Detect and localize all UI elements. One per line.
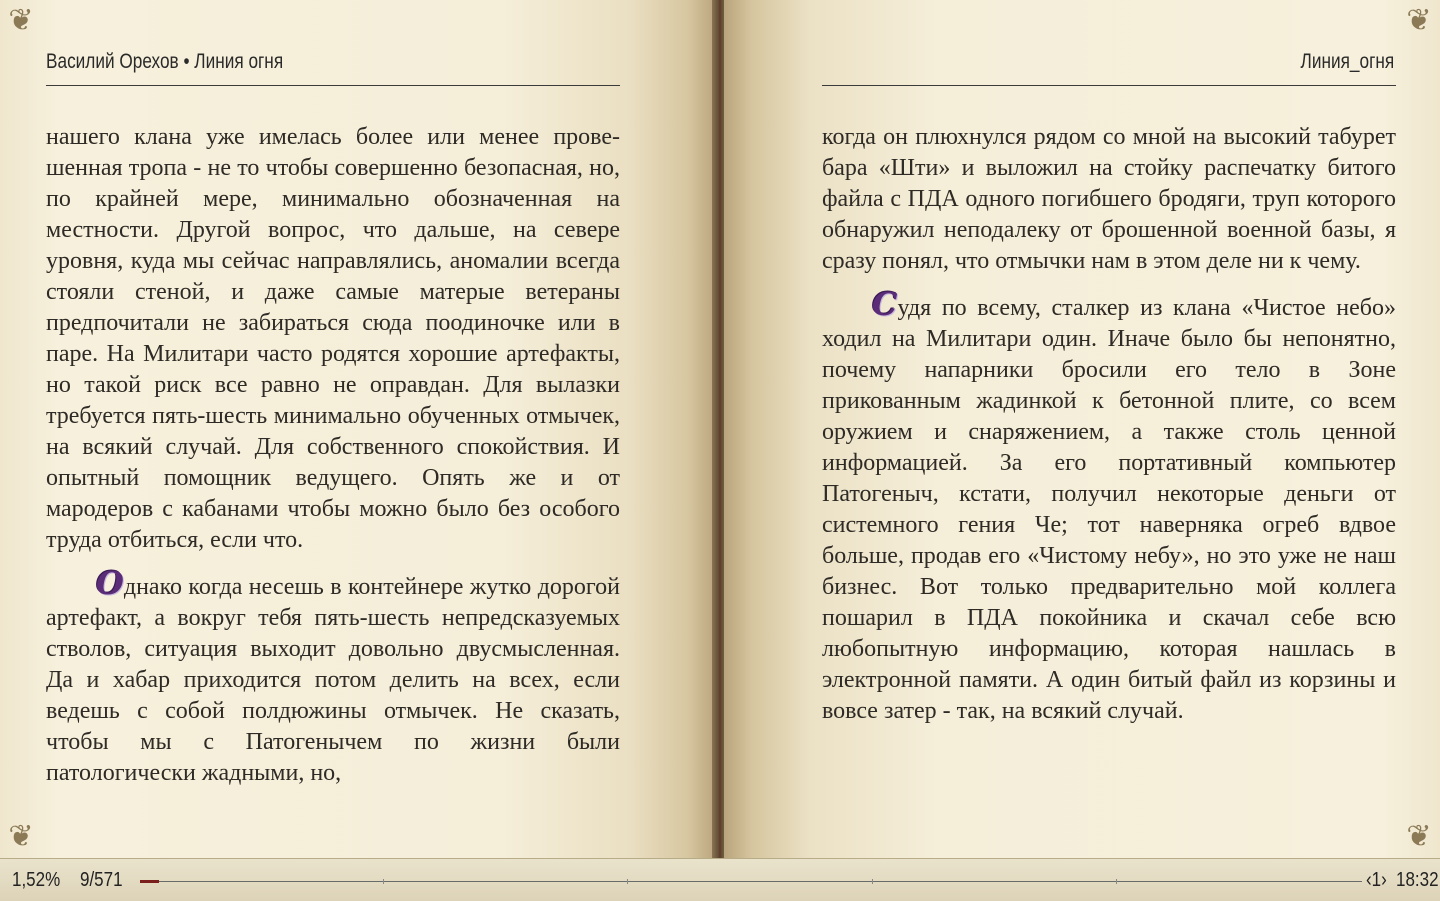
header-rule (46, 85, 620, 86)
paragraph: нашего клана уже имелась более или менее провешенная тропа - не то чтобы совершенно безопасная, но, по крайней мере, минимально обозначенная на местности. Другой вопрос, что дальше, на севере уровня, куда мы сейчас направлялись, аномалии всегда стояли стеной, и даже самые матерые ветераны предпочитали не забираться сюда поодиночке или в паре. На Милитари часто родятся хорошие артефакты, но такой риск все равно не оправдан. Для вылазки требуется пять-шесть минимально обученных отмычек, на всякий случай. Для собственного спокойствия. И опытный помощник ведущего. Опять же и от мародеров с кабанами чтобы можно было без особого труда отбиться, если что. (46, 124, 620, 553)
left-page[interactable] (0, 0, 716, 858)
paragraph (822, 285, 1396, 727)
ornament-corner-icon: ❦ (1406, 3, 1432, 38)
progress-track[interactable] (140, 881, 1362, 882)
book-title: Линия огня (194, 50, 284, 73)
paragraph-text: удя по всему, сталкер из клана «Чистое небо» ходил на Милитари один. Иначе было бы непонятно, почему напарники бросили его тело в Зоне прикованным жадинкой к бетонной плите, со всем оружием и снаряжением, а также столь ценной информацией. За его портативный компьютер Патогеныч, кстати, получил некоторые деньги от системного гения Че; тот наверняка огреб вдвое больше, продав его «Чистому небу», но это уже не наш бизнес. Вот только предварительно мой коллега пошарил в ПДА покойника и скачал себе всю любопытную информацию, которая нашлась в электронной памяти. А один битый файл из корзины и вовсе затер - так, на всякий случай. (822, 295, 1396, 724)
chapter-tick (383, 879, 384, 884)
chapter-tick (627, 879, 628, 884)
status-bar (0, 858, 1440, 901)
progress-percent: 1,52% (12, 869, 61, 891)
progress-fill (140, 880, 159, 883)
page-counter[interactable]: 9/571 (80, 869, 123, 891)
right-page-text (822, 122, 1396, 739)
ornament-corner-icon: ❦ (8, 819, 34, 854)
header-rule (822, 85, 1396, 86)
chapter-tick (1116, 879, 1117, 884)
paragraph: когда он плюхнулся рядом со мной на высокий табурет бара «Шти» и выложил на стойку распечатку битого файла с ПДА одного погибшего бродяги, труп которого обнаружил неподалеку от брошенной военной базы, я сразу понял, что отмычки нам в этом деле ни к чему. (822, 124, 1396, 274)
paragraph-text: днако когда несешь в контейнере жутко дорогой артефакт, а вокруг тебя пять-шесть непредсказуемых стволов, ситуация выходит довольно двусмысленная. Да и хабар приходится потом делить на всех, если ведешь с собой полдюжины отмычек. Не сказать, чтобы мы с Патогенычем по жизни были патологически жадными, но, (46, 574, 620, 786)
drop-cap: С (872, 285, 898, 323)
drop-cap: О (96, 564, 124, 602)
chapter-tick (872, 879, 873, 884)
left-page-header (46, 50, 283, 82)
left-page-text (46, 122, 620, 801)
book-author: Василий Орехов (46, 50, 179, 73)
ornament-corner-icon: ❦ (1406, 819, 1432, 854)
right-page-header: Линия_огня (1300, 50, 1394, 73)
clock: 18:32 (1396, 869, 1439, 891)
ornament-corner-icon: ❦ (8, 3, 34, 38)
chapter-indicator[interactable]: ‹1› (1366, 869, 1387, 891)
paragraph (46, 564, 620, 789)
header-separator: • (183, 50, 190, 73)
